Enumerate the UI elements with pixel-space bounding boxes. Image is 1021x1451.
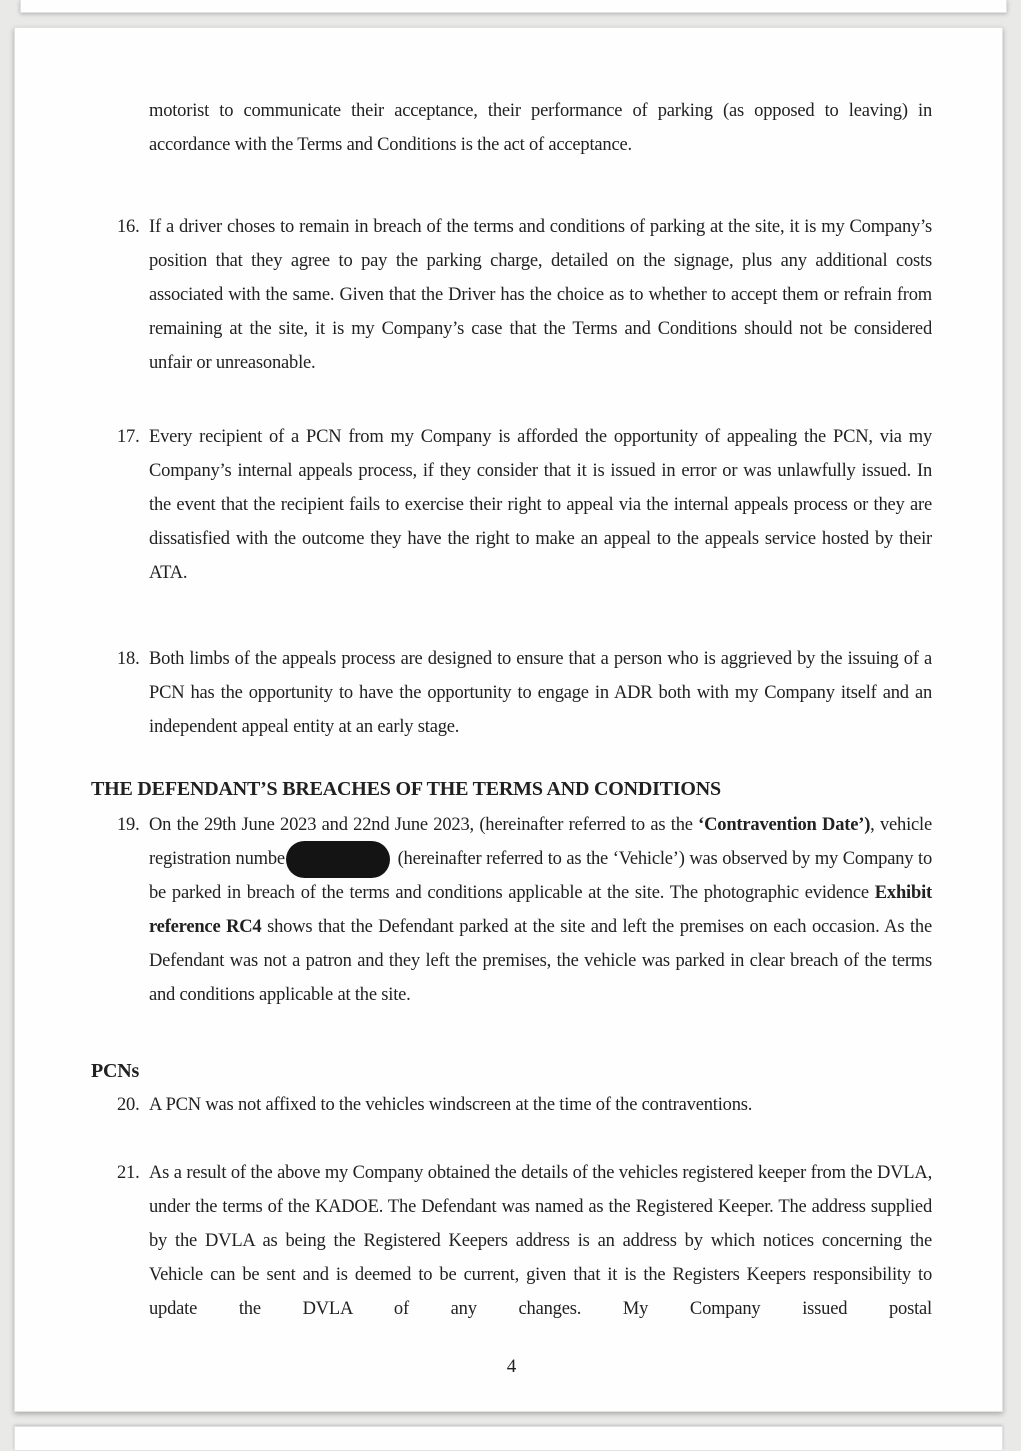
next-page-edge (14, 1426, 1003, 1450)
item-text: As a result of the above my Company obtained the details of the vehicles registered keeper from the DVLA, under the terms of the KADOE. The Defendant was named as the Registered Keeper. The address supplied by the DVLA as being the Registered Keepers address is an address by which notices concerning the Vehicle can be sent and is deemed to be current, given that it is the Registers Keepers responsibility to update the DVLA of any changes. My Company issued postal (149, 1163, 932, 1319)
numbered-item (91, 808, 932, 1012)
page-gap (0, 1412, 1021, 1426)
item-text: If a driver choses to remain in breach of the terms and conditions of parking at the site, it is my Company’s position that they agree to pay the parking charge, detailed on the signage, plus any additional costs associated with the same. Given that the Driver has the choice as to whether to accept them or refrain from remaining at the site, it is my Company’s case that the Terms and Conditions should not be considered unfair or unreasonable. (149, 217, 932, 373)
item-number: 20. (117, 1095, 140, 1115)
item-text: On the 29th June 2023 and 22nd June 2023, (hereinafter referred to as the (149, 815, 699, 835)
redaction-box (286, 841, 390, 878)
item-number: 18. (117, 649, 140, 669)
sections-container (91, 210, 932, 1326)
numbered-item (91, 420, 932, 590)
section-heading: PCNs (91, 1060, 140, 1082)
page-gap (0, 13, 1021, 27)
numbered-item (91, 1156, 932, 1326)
numbered-item (91, 642, 932, 744)
item-number: 17. (117, 427, 140, 447)
item-text: Both limbs of the appeals process are designed to ensure that a person who is aggrieved by the issuing of a PCN has the opportunity to have the opportunity to engage in ADR both with my Company itself and an independent appeal entity at an early stage. (149, 649, 932, 737)
item-text: Every recipient of a PCN from my Company is afforded the opportunity of appealing the PCN, via my Company’s internal appeals process, if they consider that it is issued in error or was unlawfully issued. In the event that the recipient fails to exercise their right to appeal via the internal appeals process or they are dissatisfied with the outcome they have the right to make an appeal to the appeals service hosted by their ATA. (149, 427, 932, 583)
item-text-bold: ‘Contravention Date’) (698, 815, 871, 835)
item-text: shows that the Defendant parked at the site and left the premises on each occasion. As the Defendant was not a patron and they left the premises, the vehicle was parked in clear breach of the terms and conditions applicable at the site. (149, 917, 932, 1005)
section-heading: THE DEFENDANT’S BREACHES OF THE TERMS AND CONDITIONS (91, 778, 721, 800)
item-text: (hereinafter referred to as the ‘Vehicle’) was observed by my Company to be parked in breach of the terms and conditions applicable at the site. The photographic evidence (149, 849, 932, 903)
numbered-item (91, 1088, 932, 1122)
item-text-bold: Exhibit reference RC4 (149, 883, 932, 937)
continuation-paragraph: motorist to communicate their acceptance, their performance of parking (as opposed to leaving) in accordance with the Terms and Conditions is the act of acceptance. (149, 101, 932, 155)
item-number: 16. (117, 217, 140, 237)
document-page (14, 27, 1003, 1412)
item-text: , vehicle registration numbe (149, 815, 933, 869)
item-number: 21. (117, 1163, 140, 1183)
previous-page-edge (20, 0, 1007, 13)
numbered-item (91, 210, 932, 380)
page-number: 4 (506, 1356, 517, 1377)
item-number: 19. (117, 815, 140, 835)
item-text: A PCN was not affixed to the vehicles windscreen at the time of the contraventions. (149, 1095, 753, 1115)
